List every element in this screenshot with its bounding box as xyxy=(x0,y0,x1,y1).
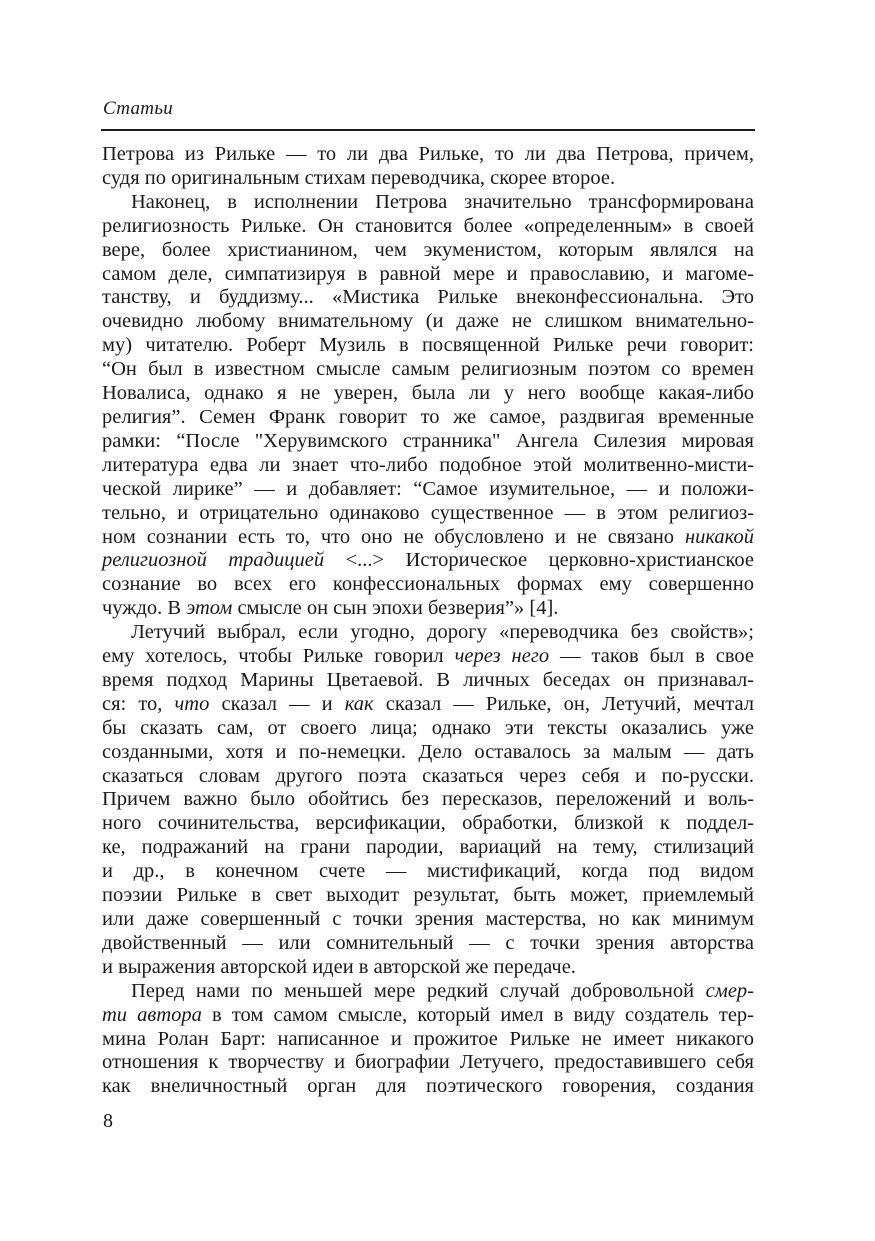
text-line xyxy=(102,454,754,478)
text-line xyxy=(102,980,754,1004)
italic-text-run: что xyxy=(174,692,210,715)
text-run: “Он был в известном смысле самым религиозным поэтом со времен xyxy=(102,358,754,381)
text-line xyxy=(102,1004,754,1028)
text-line xyxy=(102,645,754,669)
text-run: очевидно любому внимательному (и даже не слишком внимательно- xyxy=(102,310,754,333)
text-run: время подход Марины Цветаевой. В личных беседах он признавал- xyxy=(102,668,754,691)
text-line xyxy=(102,573,754,597)
text-line xyxy=(102,597,754,621)
text-run: или даже совершенный с точки зрения мастерства, но как минимум xyxy=(102,908,754,930)
italic-text-run: через него xyxy=(454,645,550,668)
text-line xyxy=(102,478,754,502)
paragraph xyxy=(102,621,754,980)
text-run: судя по оригинальным стихам переводчика, скорее второе. xyxy=(102,166,616,189)
text-line xyxy=(102,358,754,382)
text-run: созданными, хотя и по-немецки. Дело оставалось за малым — дать xyxy=(102,740,754,763)
text-run: рамки: “После "Херувимского странника" Ангела Силезия мировая xyxy=(102,429,754,452)
text-line xyxy=(102,167,754,191)
text-line xyxy=(102,263,754,287)
text-run: Новалиса, однако я не уверен, была ли у него вообще какая-либо xyxy=(102,382,754,405)
text-line xyxy=(102,812,754,836)
text-line xyxy=(102,669,754,693)
text-run: бы сказать сам, от своего лица; однако эти тексты оказались уже xyxy=(102,716,754,739)
text-run: ему хотелось, чтобы Рильке говорил xyxy=(102,645,455,668)
text-run: отношения к творчеству и биографии Летучего, предоставившего себя xyxy=(102,1051,754,1074)
text-line xyxy=(102,239,754,263)
text-line xyxy=(102,1075,754,1099)
text-run: самом деле, симпатизируя в равной мере и православию, и магоме- xyxy=(102,262,754,285)
text-run: как внеличностный орган для поэтического говорения, создания xyxy=(102,1075,754,1098)
text-run: тельно, и отрицательно одинаково существенное — в этом религиоз- xyxy=(102,501,754,524)
text-line xyxy=(102,884,754,908)
text-run: сказал — Рильке, он, Летучий, мечтал xyxy=(373,692,754,715)
text-line xyxy=(102,310,754,334)
text-line xyxy=(102,406,754,430)
italic-text-run: смер- xyxy=(705,979,754,1002)
text-line xyxy=(102,621,754,645)
text-run: чуждо. В xyxy=(102,597,187,620)
text-line xyxy=(102,693,754,717)
paragraph xyxy=(102,980,754,1100)
page-number: 8 xyxy=(103,1110,113,1132)
text-line xyxy=(102,549,754,573)
text-line xyxy=(102,191,754,215)
body-text xyxy=(102,143,754,1099)
text-line xyxy=(102,908,754,932)
text-run: ного сочинительства, версификации, обработки, близкой к поддел- xyxy=(102,812,754,835)
paragraph xyxy=(102,191,754,621)
italic-text-run: этом xyxy=(186,597,233,620)
header-rule xyxy=(101,129,755,131)
text-line xyxy=(102,382,754,406)
text-line xyxy=(102,836,754,860)
text-line xyxy=(102,741,754,765)
text-run: Наконец, в исполнении Петрова значительно трансформирована xyxy=(131,190,754,213)
text-run: ческой лирике” — и добавляет: “Самое изумительное, — и положи- xyxy=(102,477,754,500)
text-line xyxy=(102,932,754,956)
text-run: ном сознании есть то, что оно не обусловлено и не связано xyxy=(102,525,685,548)
text-run: сознание во всех его конфессиональных формах ему совершенно xyxy=(102,573,754,596)
italic-text-run: никакой xyxy=(684,525,754,548)
text-run: танству, и буддизму... «Мистика Рильке внеконфессиональна. Это xyxy=(102,286,754,309)
text-line xyxy=(102,143,754,167)
text-run: литература едва ли знает что-либо подобное этой молитвенно-мисти- xyxy=(102,453,754,476)
text-run: му) читателю. Роберт Музиль в посвященной Рильке речи говорит: xyxy=(102,334,754,357)
text-line xyxy=(102,1051,754,1075)
text-line xyxy=(102,717,754,741)
text-run: в том самом смысле, который имел в виду создатель тер- xyxy=(201,1003,754,1026)
text-line xyxy=(102,286,754,310)
text-run: ке, подражаний на грани пародии, вариаций на тему, стилизаций xyxy=(102,836,754,859)
text-run: — таков был в свое xyxy=(549,645,754,668)
text-run: религиозность Рильке. Он становится более «определенным» в своей xyxy=(102,214,754,237)
text-line xyxy=(102,502,754,526)
text-run: Причем важно было обойтись без пересказов, переложений и воль- xyxy=(102,788,754,811)
text-run: мина Ролан Барт: написанное и прожитое Рильке не имеет никакого xyxy=(102,1027,754,1050)
text-run: религия”. Семен Франк говорит то же самое, раздвигая временные xyxy=(102,405,754,428)
text-line xyxy=(102,956,754,980)
text-line xyxy=(102,334,754,358)
text-line xyxy=(102,430,754,454)
text-run: сказаться словам другого поэта сказаться через себя и по-русски. xyxy=(102,764,754,787)
text-line xyxy=(102,1028,754,1052)
text-run: поэзии Рильке в свет выходит результат, быть может, приемлемый xyxy=(102,884,754,907)
italic-text-run: ти автора xyxy=(102,1003,202,1026)
text-run: Перед нами по меньшей мере редкий случай добровольной xyxy=(131,979,706,1002)
text-run: и выражения авторской идеи в авторской же передаче. xyxy=(102,955,576,978)
text-run: вере, более христианином, чем экуменистом, которым являлся на xyxy=(102,238,754,261)
paragraph xyxy=(102,143,754,191)
text-run: двойственный — или сомнительный — с точки зрения авторства xyxy=(102,931,754,954)
text-run: Летучий выбрал, если угодно, дорогу «переводчика без свойств»; xyxy=(131,621,754,644)
text-line xyxy=(102,788,754,812)
text-run: смысле он сын эпохи безверия”» [4]. xyxy=(232,597,559,620)
text-line xyxy=(102,765,754,789)
text-run: и др., в конечном счете — мистификаций, когда под видом xyxy=(102,860,754,883)
text-line xyxy=(102,526,754,550)
text-run: ся: то, xyxy=(102,692,175,715)
text-line xyxy=(102,860,754,884)
text-line xyxy=(102,215,754,239)
text-run: Петрова из Рильке — то ли два Рильке, то ли два Петрова, причем, xyxy=(102,143,754,165)
text-run: <...> Историческое церковно-христианское xyxy=(324,549,755,572)
italic-text-run: как xyxy=(344,692,374,715)
running-head-title: Статьи xyxy=(103,98,174,119)
italic-text-run: религиозной традицией xyxy=(102,549,325,572)
text-run: сказал — и xyxy=(209,692,345,715)
